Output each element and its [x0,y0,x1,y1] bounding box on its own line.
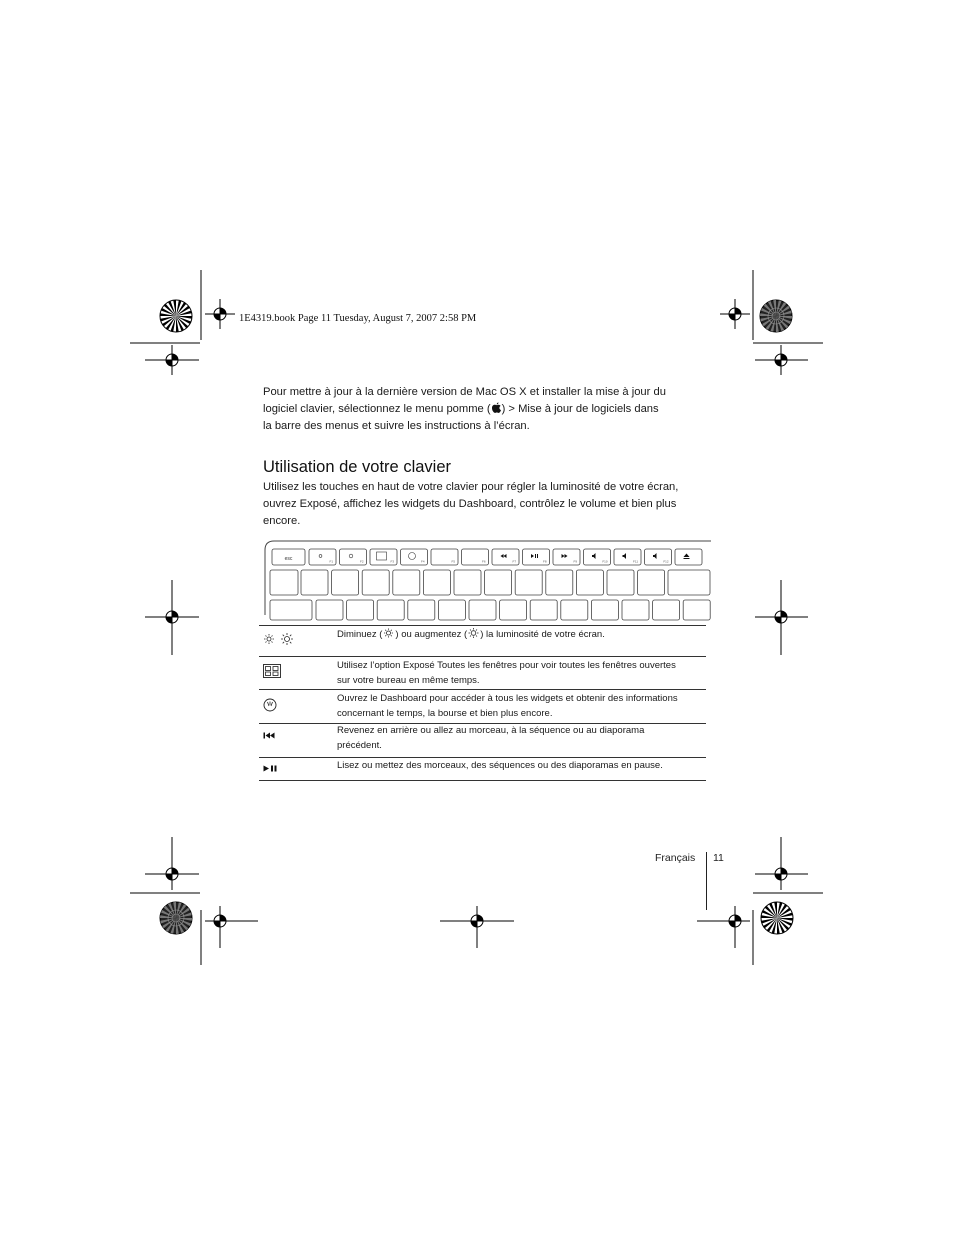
section-title: Utilisation de votre clavier [263,458,451,476]
keyboard-key [561,600,588,620]
keyboard-key [469,600,496,620]
table-bottom-rule [259,780,706,781]
keyboard-key [316,600,343,620]
apple-menu-icon [491,402,502,414]
starburst-mark-top-left [160,300,192,332]
page-number: 11 [713,852,724,864]
table-row [259,723,706,757]
registration-target-8 [755,837,808,890]
keyboard-key [683,600,710,620]
keyboard-key [591,600,618,620]
function-key-label: F1 [329,559,333,564]
keyboard-key [622,600,649,620]
function-key-label: F4 [420,559,425,564]
function-key-label: F12 [663,559,669,564]
table-row-text: Utilisez l’option Exposé Toutes les fenêtres pour voir toutes les fenêtres ouvertes sur votre bureau en même temps. [337,660,676,686]
registration-target-3 [720,299,750,329]
table-row [259,656,706,689]
table-row-text: Lisez ou mettez des morceaux, des séquences ou des diaporamas en pause. [337,760,663,771]
keyboard-key [576,570,603,595]
table-row [259,757,706,782]
registration-target-7 [145,837,199,890]
keyboard-key [607,570,634,595]
function-key-row [272,549,702,565]
table-row [259,625,706,656]
keyboard-key [454,570,481,595]
keyboard-key [423,570,450,595]
letter-key-row [270,600,710,620]
number-key-row [270,570,710,595]
intro-line-1: Pour mettre à jour à la dernière version de Mac OS X et installer la mise à jour du [263,386,666,398]
dashboard-icon [263,698,277,712]
keyboard-key [347,600,374,620]
function-key-label: F2 [359,559,364,564]
function-key-table [259,625,706,782]
rewind-icon [263,732,277,740]
registration-target-2 [145,345,199,375]
section-line-1: Utilisez les touches en haut de votre clavier pour régler la luminosité de votre écran, [263,481,679,493]
table-row-text: Diminuez ( ) ou augmentez ( ) la luminosité de votre écran. [337,629,605,640]
keyboard-illustration [262,540,712,616]
function-key-label: F6 [481,559,486,564]
registration-target-6 [755,580,808,655]
keyboard-key [638,570,665,595]
footer-divider [706,852,707,910]
footer-language: Français [655,852,696,864]
keyboard-key [393,570,420,595]
registration-target-11 [697,906,750,948]
keyboard-key [408,600,435,620]
intro-paragraph [263,384,703,435]
section-line-3: encore. [263,515,301,527]
keyboard-key [438,600,465,620]
function-key-label: F10 [602,559,608,564]
brightness-up-icon [467,628,480,638]
starburst-mark-bottom-left [160,902,192,934]
keyboard-key [362,570,389,595]
key-esc-label: esc [284,556,293,562]
keyboard-key [530,600,557,620]
starburst-mark-bottom-right [761,902,793,934]
function-key-label: F8 [542,559,547,564]
play-pause-icon [263,765,279,773]
keyboard-key [546,570,573,595]
registration-target-1 [205,299,235,329]
intro-line-2: logiciel clavier, sélectionnez le menu pomme ( ) > Mise à jour de logiciels dans [263,403,659,415]
function-key-label: F11 [633,559,638,564]
table-row-text: Ouvrez le Dashboard pour accéder à tous les widgets et obtenir des informations concernant le temps, la bourse et bien plus encore. [337,693,678,719]
registration-target-5 [145,580,199,655]
print-header: 1E4319.book Page 11 Tuesday, August 7, 2007 2:58 PM [239,313,477,324]
table-row-text: Revenez en arrière ou allez au morceau, à la séquence ou au diaporama précédent. [337,725,645,751]
keyboard-key [668,570,710,595]
starburst-mark-top-right [760,300,792,332]
registration-target-4 [755,345,808,375]
brightness-down-icon [382,628,395,638]
function-key-label: F5 [451,559,455,564]
section-line-2: ouvrez Exposé, affichez les widgets du Dashboard, contrôlez le volume et bien plus [263,498,677,510]
keyboard-key [485,570,512,595]
keyboard-key [332,570,359,595]
keyboard-key [500,600,527,620]
keyboard-key [515,570,542,595]
registration-target-10 [440,906,514,948]
section-paragraph [263,479,703,530]
brightness-icon [263,633,297,645]
function-key-label: F3 [390,559,394,564]
expose-icon [263,664,281,678]
intro-line-3: la barre des menus et suivre les instructions à l’écran. [263,420,530,432]
function-key-label: F9 [573,559,577,564]
function-key-label: F7 [512,559,516,564]
keyboard-key [270,600,312,620]
keyboard-key [377,600,404,620]
keyboard-key [301,570,328,595]
keyboard-key [270,570,298,595]
keyboard-key [653,600,680,620]
registration-target-9 [205,906,258,948]
table-row [259,689,706,723]
